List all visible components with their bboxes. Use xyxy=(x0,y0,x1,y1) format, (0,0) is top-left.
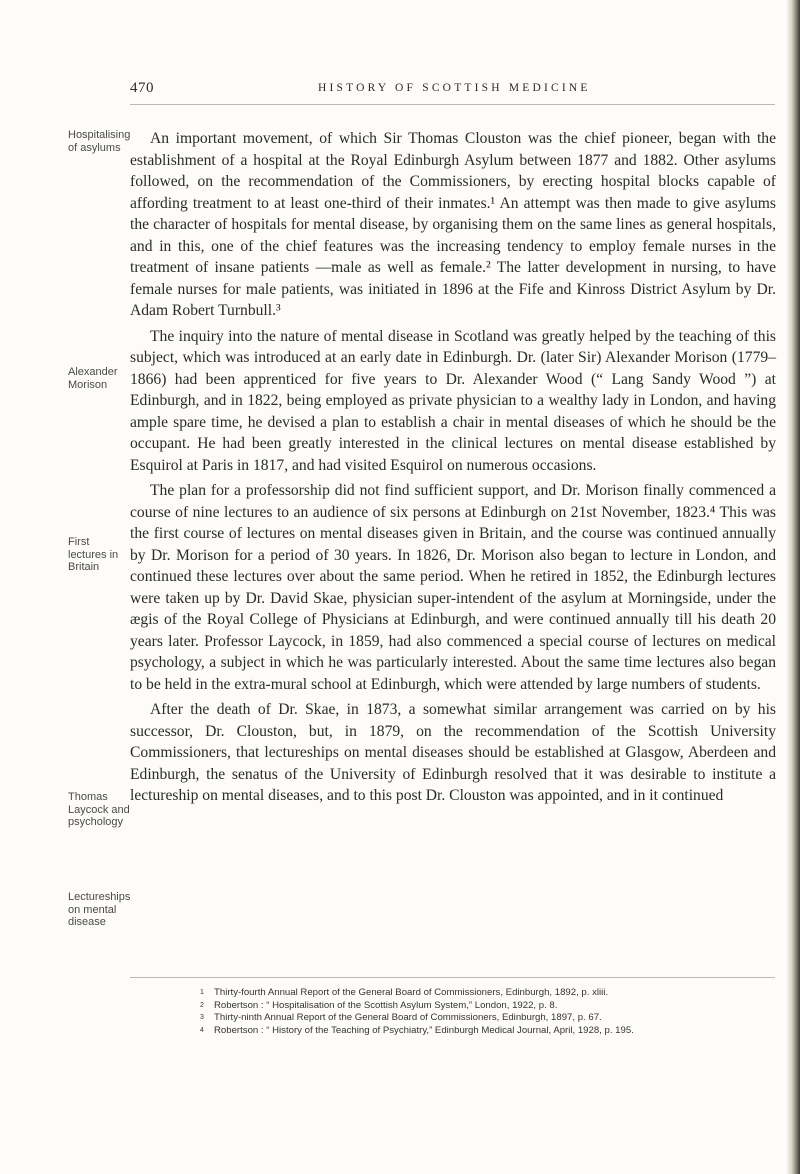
footnote: 4 Robertson : “ History of the Teaching of Psychiatry,” Edinburgh Medical Journal, April, 1928, p. 195. xyxy=(200,1024,634,1036)
page-number: 470 xyxy=(130,80,154,96)
paragraph: After the death of Dr. Skae, in 1873, a somewhat similar arrangement was carried on by his successor, Dr. Clouston, but, in 1879, on the recommendation of the Scottish University Commissioners, that lectureships on mental diseases should be established at Glasgow, Aberdeen and Edinburgh, the senatus of the University of Edinburgh resolved that it was desirable to institute a lectureship on mental diseases, and to this post Dr. Clouston was appointed, and in it continued xyxy=(130,701,776,804)
sidenote-hospitalising: Hospitalising of asylums xyxy=(68,129,131,154)
paragraph: The inquiry into the nature of mental disease in Scotland was greatly helped by the teaching of this subject, which was introduced at an early date in Edinburgh. Dr. (later Sir) Alexander Morison (1779–1866) had been apprenticed for five years to Dr. Alexander Wood (“ Lang Sandy Wood ”) at Edinburgh, and in 1822, being employed as private physician to a wealthy lady in London, and having ample spare time, he devised a plan to establish a chair in mental diseases of which he should be the occupant. He had been greatly interested in the clinical lectures on mental disease established by Esquirol at Paris in 1817, and had visited Esquirol on numerous occasions. xyxy=(130,327,776,474)
running-head-title: HISTORY OF SCOTTISH MEDICINE xyxy=(318,82,591,94)
footnote: 1 Thirty-fourth Annual Report of the General Board of Commissioners, Edinburgh, 1892, p. xliii. xyxy=(200,987,609,998)
paragraph: The plan for a professorship did not find sufficient support, and Dr. Morison finally commenced a course of nine lectures to an audience of six persons at Edinburgh on 21st November, 1823.⁴ This was the first course of lectures on mental diseases given in Britain, and the course was continued annually by Dr. Morison for a period of 30 years. In 1826, Dr. Morison also began to lecture in London, and continued these lectures over about the same period. When he retired in 1852, the Edinburgh lectures were taken up by Dr. David Skae, physician super-intendent of the asylum at Morningside, under the ægis of the Royal College of Physicians at Edinburgh, and were continued annually till his death 20 years later. Professor Laycock, in 1859, had also commenced a special course of lectures on medical psychology, a subject in which he was particularly interested. About the same time lectures also began to be held in the extra-mural school at Edinburgh, which were attended by large numbers of students. xyxy=(130,482,776,693)
footnotes xyxy=(200,987,780,1037)
sidenote-lectureships: Lectureships on mental disease xyxy=(68,891,131,928)
paragraph: An important movement, of which Sir Thomas Clouston was the chief pioneer, began with the establishment of a hospital at the Royal Edinburgh Asylum between 1877 and 1882. Other asylums followed, on the recommendation of the Commissioners, by erecting hospital blocks capable of affording treatment to at least one-third of their inmates.¹ An attempt was then made to give asylums the character of hospitals for mental disease, by organising them on the same lines as general hospitals, and in this, one of the chief features was the increasing tendency to employ female nurses in the treatment of insane patients —male as well as female.² The latter development in nursing, to have female nurses for male patients, was initiated in 1896 at the Fife and Kinross District Asylum by Dr. Adam Robert Turnbull.³ xyxy=(130,130,776,319)
sidenote-first-lectures: First lectures in Britain xyxy=(68,536,119,573)
footnote: 2 Robertson : “ Hospitalisation of the Scottish Asylum System,” London, 1922, p. 8. xyxy=(200,999,558,1011)
footnote: 3 Thirty-ninth Annual Report of the General Board of Commissioners, Edinburgh, 1897, p. 67. xyxy=(200,1012,602,1024)
sidenote-laycock: Thomas Laycock and psychology xyxy=(68,791,130,828)
sidenote-morison: Alexander Morison xyxy=(68,366,118,391)
header-rule xyxy=(130,104,775,105)
page-edge-shadow xyxy=(786,0,800,1174)
main-text xyxy=(130,128,776,807)
footnote-rule xyxy=(130,977,775,978)
running-header xyxy=(0,80,800,104)
